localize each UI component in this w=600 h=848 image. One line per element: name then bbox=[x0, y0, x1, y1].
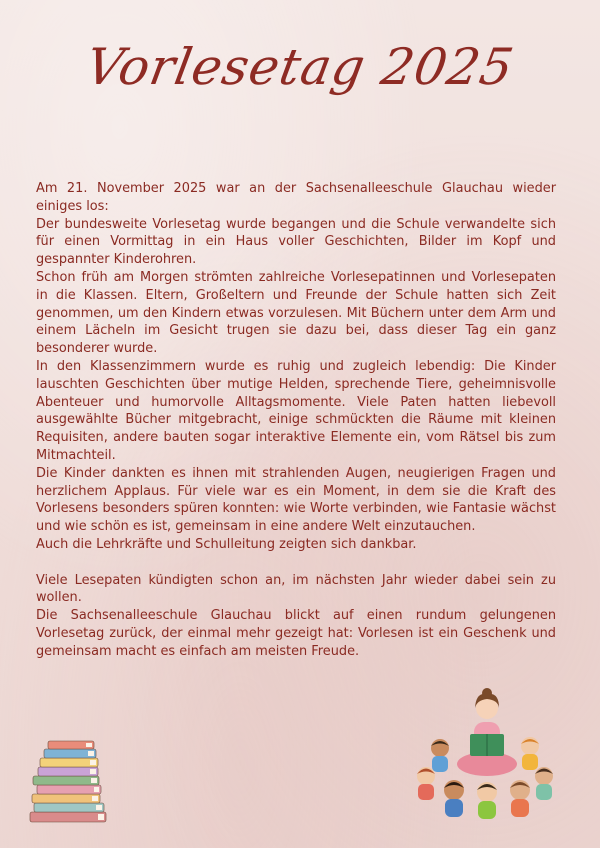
paragraph-morning: Schon früh am Morgen strömten zahlreiche Vorlesepatinnen und Vorlesepaten in die Klassen. Eltern, Großeltern und Freunde der Schule hatten sich Zeit genommen, um den Kindern etwas vorzulesen. Mit Büchern unter dem Arm und einem Lächeln im Gesicht trugen sie dazu bei, dass dieser Tag ein ganz besonderer wurde. bbox=[36, 269, 556, 357]
paragraph-intro: Am 21. November 2025 war an der Sachsenalleeschule Glauchau wieder einiges los: bbox=[36, 181, 556, 214]
article-body bbox=[36, 180, 556, 661]
page-title: Vorlesetag 2025 bbox=[81, 38, 519, 96]
paragraph-children: Die Kinder dankten es ihnen mit strahlenden Augen, neugierigen Fragen und herzlichem Applaus. Für viele war es ein Moment, in dem sie die Kraft des Vorlesens besonders spüren konnten: wie Worte verbinden, wie Fantasie wächst und wie schön es ist, gemeinsam in eine andere Welt einzutauchen. bbox=[36, 465, 556, 535]
paragraph-teachers: Auch die Lehrkräfte und Schulleitung zeigten sich dankbar. bbox=[36, 536, 417, 552]
paragraph-classrooms: In den Klassenzimmern wurde es ruhig und zugleich lebendig: Die Kinder lauschten Geschichten über mutige Helden, sprechende Tiere, geheimnisvolle Abenteuer und humorvolle Alltagsmomente. Viele Paten hatten liebevoll ausgewählte Bücher mitgebracht, einige schmückten die Räume mit kleinen Requisiten, andere bauten sogar interaktive Elemente ein, vom Rätsel bis zum Mitmachteil. bbox=[36, 358, 556, 463]
book-stack-icon bbox=[28, 738, 112, 824]
paragraph-conclusion: Die Sachsenalleeschule Glauchau blickt auf einen rundum gelungenen Vorlesetag zurück, der einmal mehr gezeigt hat: Vorlesen ist ein Geschenk und gemeinsam macht es einfach am meisten Freude. bbox=[36, 608, 556, 659]
paragraph-occasion: Der bundesweite Vorlesetag wurde begangen und die Schule verwandelte sich für einen Vormittag in ein Haus voller Geschichten, Bilder im Kopf und gespannter Kinderohren. bbox=[36, 216, 556, 268]
paragraph-next-year: Viele Lesepaten kündigten schon an, im nächsten Jahr wieder dabei sein zu wollen. bbox=[36, 572, 556, 606]
reading-teacher-with-children-icon bbox=[412, 686, 562, 826]
